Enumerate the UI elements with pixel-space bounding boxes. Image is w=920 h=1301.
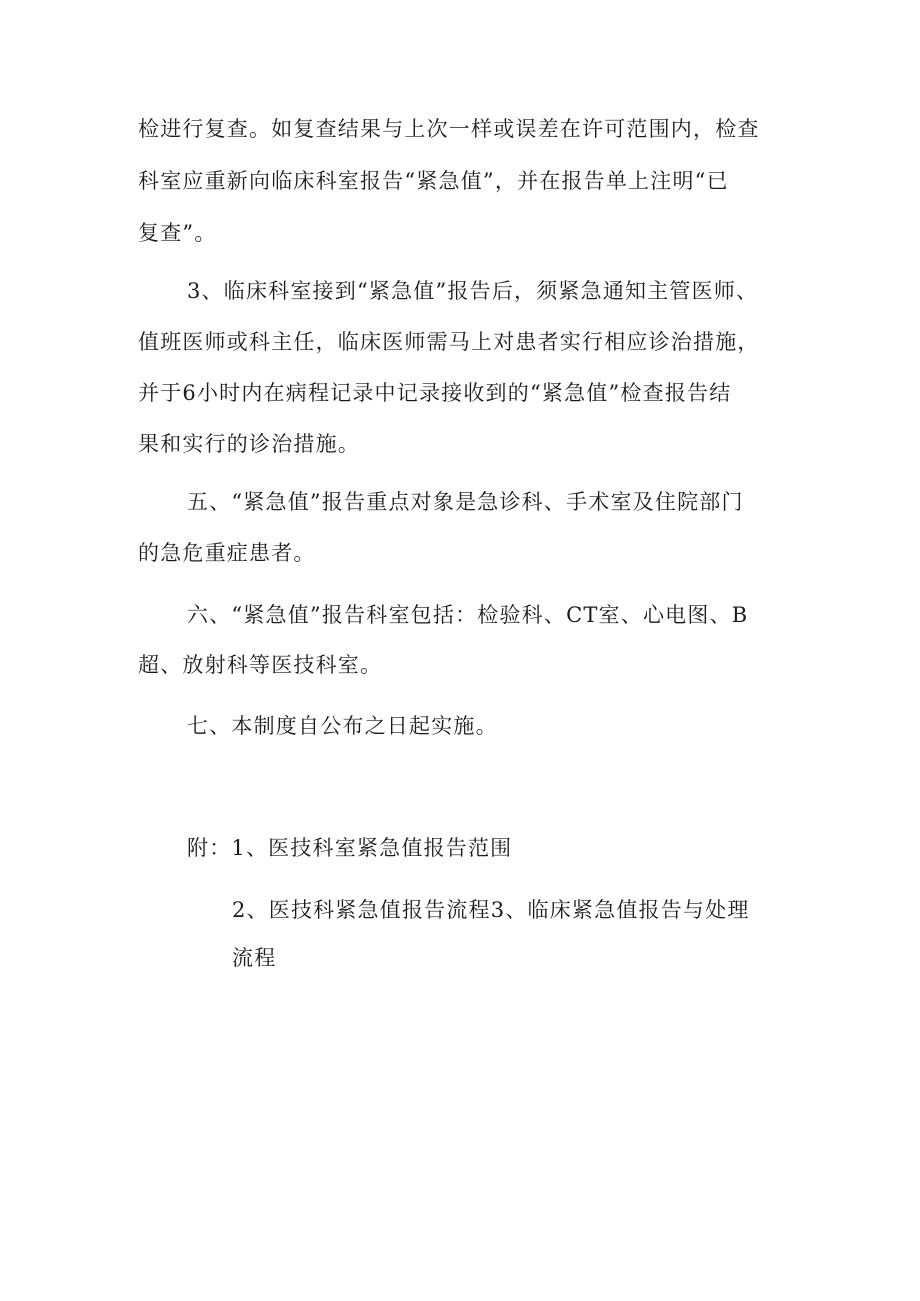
paragraph-1-line-1: 检进行复查。如复查结果与上次一样或误差在许可范围内，检查 <box>138 117 760 141</box>
paragraph-3-line-2: 的急危重症患者。 <box>138 541 316 565</box>
paragraph-2-line-2: 值班医师或科主任，临床医师需马上对患者实行相应诊治措施， <box>138 330 760 354</box>
paragraph-3-line-1: 五、“紧急值”报告重点对象是急诊科、手术室及住院部门 <box>187 490 744 514</box>
appendix-line-1: 附：1、医技科室紧急值报告范围 <box>187 836 513 860</box>
paragraph-2-line-4: 果和实行的诊治措施。 <box>138 432 360 456</box>
paragraph-4-line-2: 超、放射科等医技科室。 <box>138 653 383 677</box>
paragraph-1-line-3: 复查”。 <box>138 221 217 245</box>
paragraph-2-line-1: 3、临床科室接到“紧急值”报告后，须紧急通知主管医师、 <box>187 279 759 303</box>
appendix-line-3: 流程 <box>232 946 277 970</box>
paragraph-4-line-1: 六、“紧急值”报告科室包括：检验科、CT室、心电图、B <box>187 603 749 627</box>
paragraph-5-line-1: 七、本制度自公布之日起实施。 <box>187 714 498 738</box>
paragraph-1-line-2: 科室应重新向临床科室报告“紧急值”，并在报告单上注明“已 <box>138 169 729 193</box>
paragraph-2-line-3: 并于6小时内在病程记录中记录接收到的“紧急值”检查报告结 <box>138 381 732 405</box>
appendix-line-2: 2、医技科紧急值报告流程3、临床紧急值报告与处理 <box>232 898 750 922</box>
